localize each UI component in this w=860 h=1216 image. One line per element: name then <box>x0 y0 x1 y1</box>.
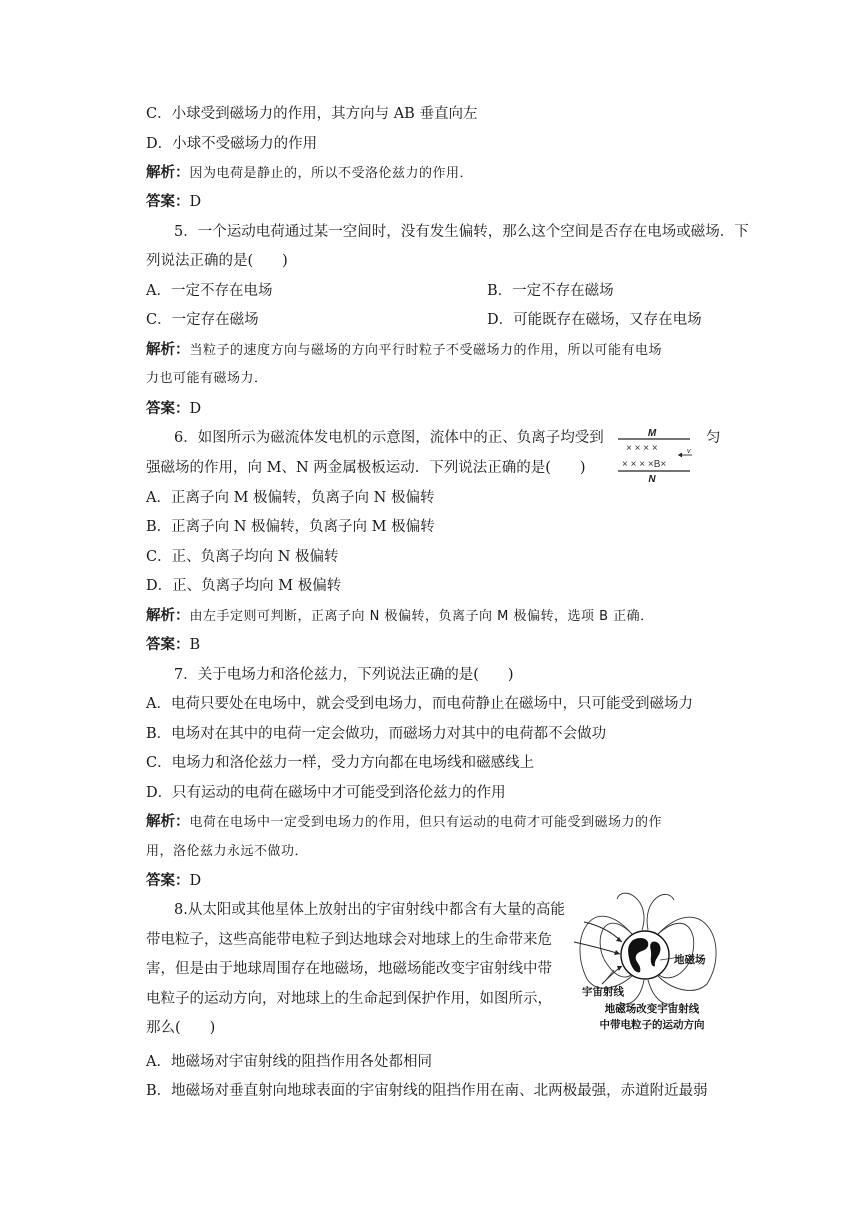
figure-caption-line1: 地磁场改变宇宙射线 <box>604 1003 700 1015</box>
answer-value: D <box>189 401 202 417</box>
q6-option-d: D．正、负离子均向 M 极偏转 <box>146 578 342 594</box>
q7-option-c: C．电场力和洛伦兹力一样，受力方向都在电场线和磁感线上 <box>146 755 535 771</box>
explanation-label: 解析： <box>146 813 190 830</box>
q6-answer <box>146 635 200 655</box>
explanation-text: 因为电荷是静止的，所以不受洛伦兹力的作用． <box>189 166 474 181</box>
explanation-text: 电荷在电场中一定受到电场力的作用，但只有运动的电荷才可能受到磁场力的作 <box>189 815 663 830</box>
geomagnetic-field-figure <box>562 884 742 1034</box>
plate-m-label: M <box>647 428 657 439</box>
q5-answer <box>146 399 201 419</box>
field-row-2: × × × ×B× <box>622 459 667 470</box>
field-row-1: × × × × <box>626 443 658 454</box>
q5-option-a: A．一定不存在电场 <box>146 283 273 299</box>
mhd-generator-figure <box>612 424 696 486</box>
q8-stem: 8.从太阳或其他星体上放射出的宇宙射线中都含有大量的高能带电粒子，这些高能带电粒子到达地球会对地球上的生命带来危害，但是由于地球周围存在地磁场，地磁场能改变宇宙射线中带电粒子的运动方向，对地球上的生命起到保护作用，如图所示，那么( ) <box>146 902 565 1036</box>
q4-answer <box>146 192 201 212</box>
q6-stem-line1: 6．如图所示为磁流体发电机的示意图，流体中的正、负离子均受到 <box>174 430 604 446</box>
q4-option-d: D．小球不受磁场力的作用 <box>146 136 318 152</box>
q7-option-d: D．只有运动的电荷在磁场中才可能受到洛伦兹力的作用 <box>146 785 506 801</box>
q7-explanation-line2: 用，洛伦兹力永远不做功． <box>146 844 309 859</box>
answer-value: D <box>189 873 202 889</box>
figure-caption-line2: 中带电粒子的运动方向 <box>599 1019 705 1031</box>
q6-stem-line2: 强磁场的作用，向 M、N 两金属极板运动．下列说法正确的是( ) <box>146 460 586 476</box>
q6-option-c: C．正、负离子均向 N 极偏转 <box>146 549 339 565</box>
answer-label: 答案： <box>146 400 190 417</box>
plate-n-label: N <box>648 474 656 485</box>
velocity-arrowhead <box>678 453 682 458</box>
cosmic-ray-arrows <box>574 922 622 984</box>
q5-stem-line1: 5．一个运动电荷通过某一空间时，没有发生偏转，那么这个空间是否存在电场或磁场．下 <box>174 224 749 240</box>
q5-option-b: B．一定不存在磁场 <box>487 283 614 299</box>
q7-explanation-line1 <box>146 812 662 833</box>
label-geomagnetic-field: 地磁场 <box>674 954 706 966</box>
q6-explanation <box>146 606 654 627</box>
q4-option-c: C．小球受到磁场力的作用，其方向与 AB 垂直向左 <box>146 106 478 122</box>
q7-answer <box>146 871 201 891</box>
q7-option-b: B．电场对在其中的电荷一定会做功，而磁场力对其中的电荷都不会做功 <box>146 726 607 742</box>
q8-option-a: A．地磁场对宇宙射线的阻挡作用各处都相同 <box>146 1054 432 1070</box>
explanation-label: 解析： <box>146 341 190 358</box>
q5-explanation-line2: 力也可能有磁场力． <box>146 371 268 386</box>
answer-value: D <box>189 194 202 210</box>
q7-option-a: A．电荷只要处在电场中，就会受到电场力，而电荷静止在磁场中，只可能受到磁场力 <box>146 696 693 712</box>
label-cosmic-ray: 宇宙射线 <box>582 986 624 998</box>
explanation-label: 解析： <box>146 607 190 624</box>
answer-label: 答案： <box>146 872 190 889</box>
q4-explanation <box>146 163 473 184</box>
answer-label: 答案： <box>146 193 190 210</box>
answer-value: B <box>189 637 201 653</box>
explanation-text: 由左手定则可判断，正离子向 N 极偏转，负离子向 M 极偏转，选项 B 正确． <box>189 609 654 624</box>
velocity-label: v <box>687 448 691 455</box>
q6-stem-line1-end: 匀 <box>706 430 721 446</box>
explanation-text: 当粒子的速度方向与磁场的方向平行时粒子不受磁场力的作用，所以可能有电场 <box>189 343 663 358</box>
q5-stem-line2: 列说法正确的是( ) <box>146 253 288 269</box>
q5-explanation-line1 <box>146 340 662 361</box>
earth-icon <box>621 931 669 979</box>
answer-label: 答案： <box>146 636 190 653</box>
q5-option-c: C．一定存在磁场 <box>146 312 259 328</box>
q6-option-a: A．正离子向 M 极偏转，负离子向 N 极偏转 <box>146 490 435 506</box>
ray-label-leader <box>606 970 614 980</box>
q8-option-b: B．地磁场对垂直射向地球表面的宇宙射线的阻挡作用在南、北两极最强，赤道附近最弱 <box>146 1083 708 1099</box>
q6-option-b: B．正离子向 N 极偏转，负离子向 M 极偏转 <box>146 519 435 535</box>
explanation-label: 解析： <box>146 164 190 181</box>
q7-stem: 7．关于电场力和洛伦兹力，下列说法正确的是( ) <box>174 667 514 683</box>
q5-option-d: D．可能既存在磁场，又存在电场 <box>487 312 702 328</box>
